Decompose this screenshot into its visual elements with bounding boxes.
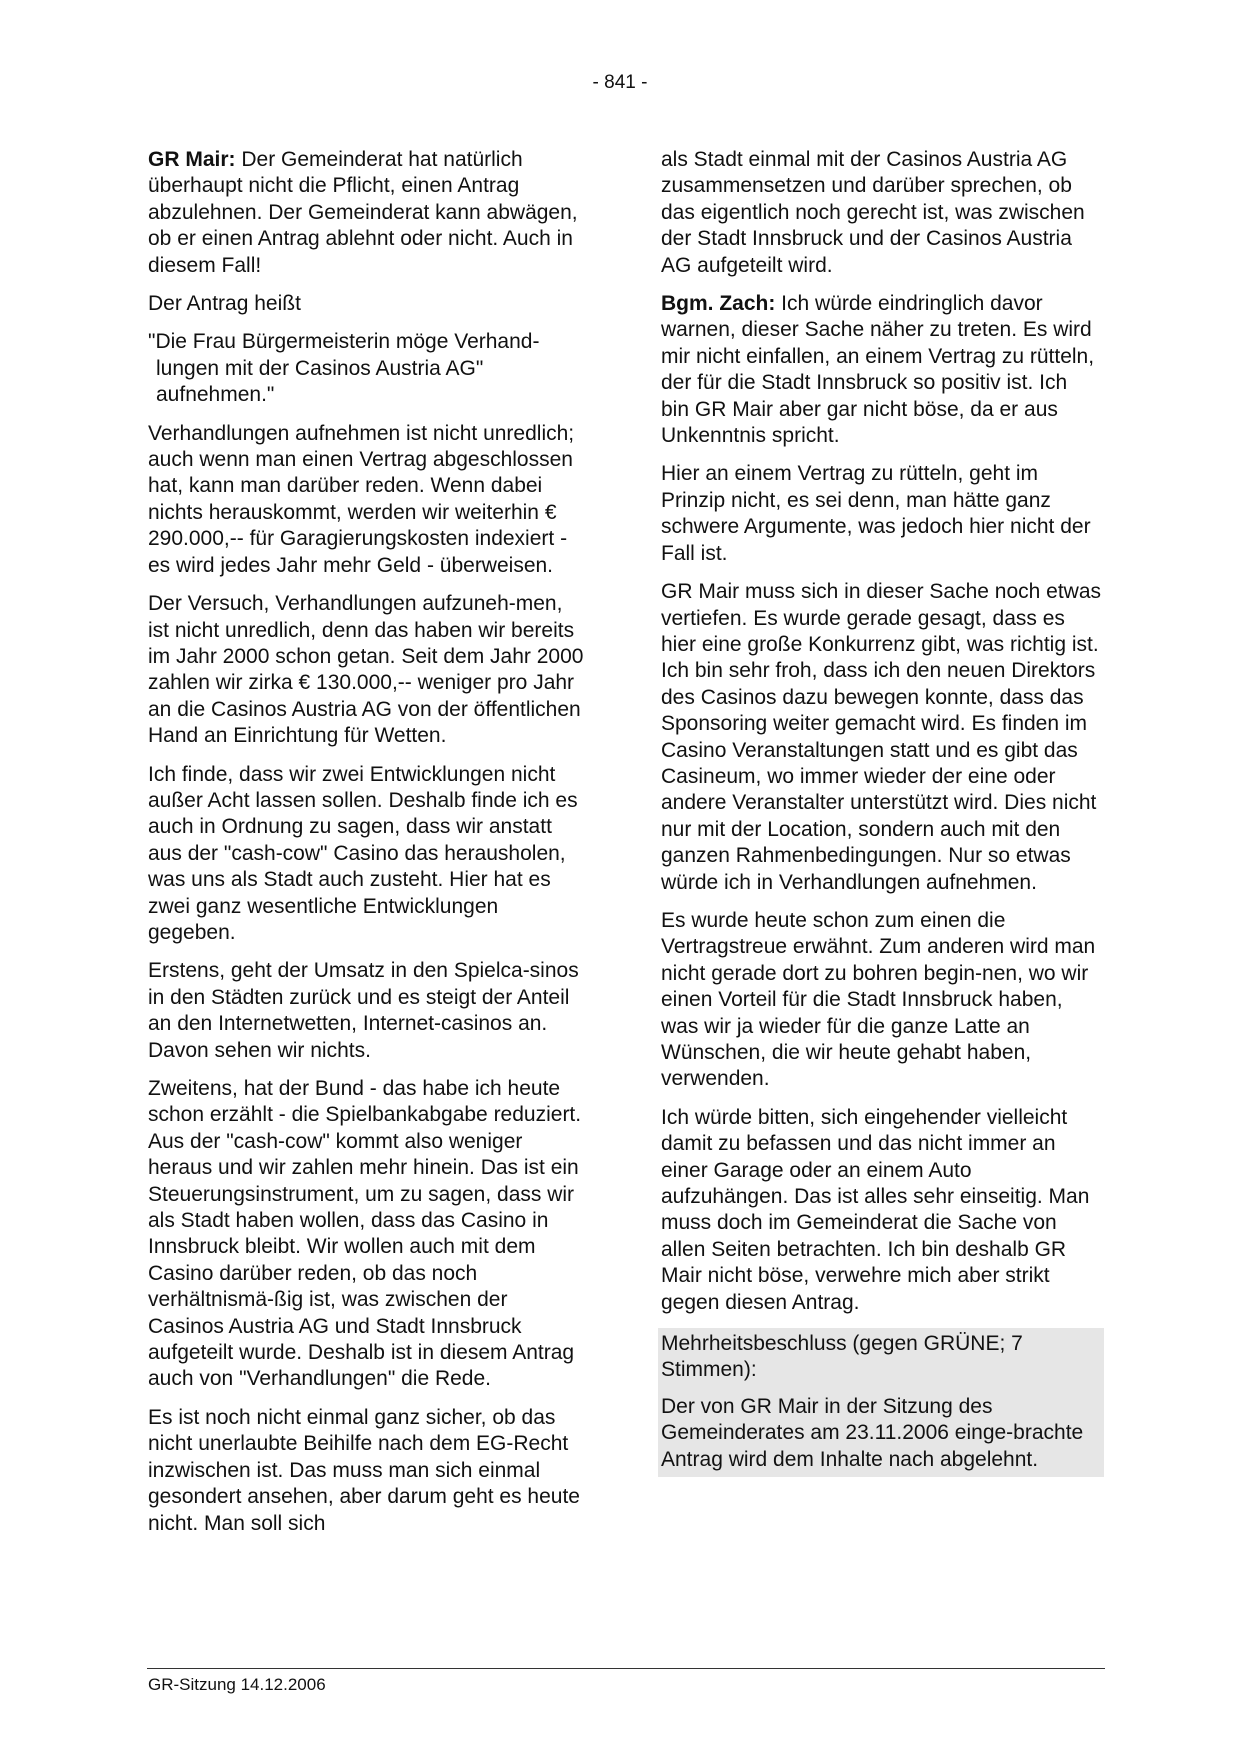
quote-line: "Die Frau Bürgermeisterin möge Verhand- bbox=[148, 330, 540, 354]
paragraph: GR Mair muss sich in dieser Sache noch etwas vertiefen. Es wurde gerade gesagt, dass es hier eine große Konkurrenz gibt, was richtig ist. Ich bin sehr froh, dass ich den neuen Direktors des Casinos dazu bewegen konnte, dass das Sponsoring weiter gemacht wird. Es finden im Casino Veranstaltungen statt und es gibt das Casineum, wo immer wieder der eine oder andere Veranstalter unterstützt wird. Dies nicht nur mit der Location, sondern auch mit den ganzen Rahmenbedingungen. Nur so etwas würde ich in Verhandlungen aufnehmen. bbox=[661, 580, 1102, 894]
speaker-name: Bgm. Zach: bbox=[661, 292, 776, 316]
motion-quote bbox=[148, 329, 588, 408]
paragraph: Der Antrag heißt bbox=[148, 292, 301, 316]
paragraph: Verhandlungen aufnehmen ist nicht unredlich; auch wenn man einen Vertrag abgeschlossen hat, kann man darüber reden. Wenn dabei nichts herauskommt, werden wir weiterhin € 290.000,-- für Garagierungskosten indexiert - es wird jedes Jahr mehr Geld - überweisen. bbox=[148, 421, 575, 577]
decision-box bbox=[658, 1328, 1104, 1477]
quote-line: aufnehmen." bbox=[156, 383, 275, 407]
paragraph: Ich würde bitten, sich eingehender vielleicht damit zu befassen und das nicht immer an einer Garage oder an einem Auto aufzuhängen. Das ist alles sehr einseitig. Man muss doch im Gemeinderat die Sache von allen Seiten betrachten. Ich bin deshalb GR Mair nicht böse, verwehre mich aber strikt gegen diesen Antrag. bbox=[661, 1105, 1090, 1314]
paragraph: Zweitens, hat der Bund - das habe ich heute schon erzählt - die Spielbankabgabe reduziert. Aus der "cash-cow" kommt also weniger heraus und wir zahlen mehr hinein. Das ist ein Steuerungsinstrument, um zu sagen, dass wir als Stadt haben wollen, dass das Casino in Innsbruck bleibt. Wir wollen auch mit dem Casino darüber reden, ob das noch verhältnismä-ßig ist, was zwischen der Casinos Austria AG und Stadt Innsbruck aufgeteilt wurde. Deshalb ist in diesem Antrag auch von "Verhandlungen" die Rede. bbox=[148, 1077, 582, 1391]
paragraph bbox=[148, 147, 588, 279]
paragraph-text: Ich würde eindringlich davor warnen, dieser Sache näher zu treten. Es wird mir nicht einfallen, an einem Vertrag zu rütteln, der für die Stadt Innsbruck so positiv ist. Ich bin GR Mair aber gar nicht böse, da er aus Unkenntnis spricht. bbox=[661, 292, 1095, 448]
footer-session-date: GR-Sitzung 14.12.2006 bbox=[148, 1675, 326, 1694]
page-number: - 841 - bbox=[592, 72, 648, 93]
paragraph: Der Versuch, Verhandlungen aufzuneh-men, ist nicht unredlich, denn das haben wir bereits im Jahr 2000 schon getan. Seit dem Jahr 2000 zahlen wir zirka € 130.000,-- weniger pro Jahr an die Casinos Austria AG von der öffentlichen Hand an Einrichtung für Wetten. bbox=[148, 592, 584, 748]
paragraph: Ich finde, dass wir zwei Entwicklungen nicht außer Acht lassen sollen. Deshalb finde ich es auch in Ordnung zu sagen, dass wir anstatt aus der "cash-cow" Casino das herausholen, was uns als Stadt auch zusteht. Hier hat es zwei ganz wesentliche Entwicklungen gegeben. bbox=[148, 762, 578, 944]
speaker-name: GR Mair: bbox=[148, 148, 236, 171]
paragraph: als Stadt einmal mit der Casinos Austria AG zusammensetzen und darüber sprechen, ob das eigentlich noch gerecht ist, was zwischen der Stadt Innsbruck und der Casinos Austria AG aufgeteilt wird. bbox=[661, 148, 1085, 277]
right-column bbox=[661, 147, 1101, 1477]
footer-divider bbox=[147, 1668, 1105, 1669]
decision-title: Mehrheitsbeschluss (gegen GRÜNE; 7 Stimmen): bbox=[661, 1332, 1023, 1382]
paragraph: Erstens, geht der Umsatz in den Spielca-sinos in den Städten zurück und es steigt der Anteil an den Internetwetten, Internet-casinos an. Davon sehen wir nichts. bbox=[148, 959, 579, 1062]
paragraph-text: Der Gemeinderat hat natürlich überhaupt nicht die Pflicht, einen Antrag abzulehnen. Der Gemeinderat kann abwägen, ob er einen Antrag ablehnt oder nicht. Auch in diesem Fall! bbox=[148, 148, 578, 277]
paragraph: Es wurde heute schon zum einen die Vertragstreue erwähnt. Zum anderen wird man nicht gerade dort zu bohren begin-nen, wo wir einen Vorteil für die Stadt Innsbruck haben, was wir ja wieder für die ganze Latte an Wünschen, die wir heute gehabt haben, verwenden. bbox=[661, 908, 1096, 1091]
decision-text: Der von GR Mair in der Sitzung des Gemeinderates am 23.11.2006 einge-brachte Antrag wird dem Inhalte nach abgelehnt. bbox=[661, 1394, 1084, 1471]
paragraph bbox=[661, 291, 1101, 449]
paragraph: Es ist noch nicht einmal ganz sicher, ob das nicht unerlaubte Beihilfe nach dem EG-Recht inzwischen ist. Das muss man sich einmal gesondert ansehen, aber darum geht es heute nicht. Man soll sich bbox=[148, 1405, 580, 1535]
quote-line: lungen mit der Casinos Austria AG" bbox=[156, 356, 484, 380]
paragraph: Hier an einem Vertrag zu rütteln, geht im Prinzip nicht, es sei denn, man hätte ganz schwere Argumente, was jedoch hier nicht der Fall ist. bbox=[661, 462, 1091, 565]
left-column bbox=[148, 147, 588, 1549]
